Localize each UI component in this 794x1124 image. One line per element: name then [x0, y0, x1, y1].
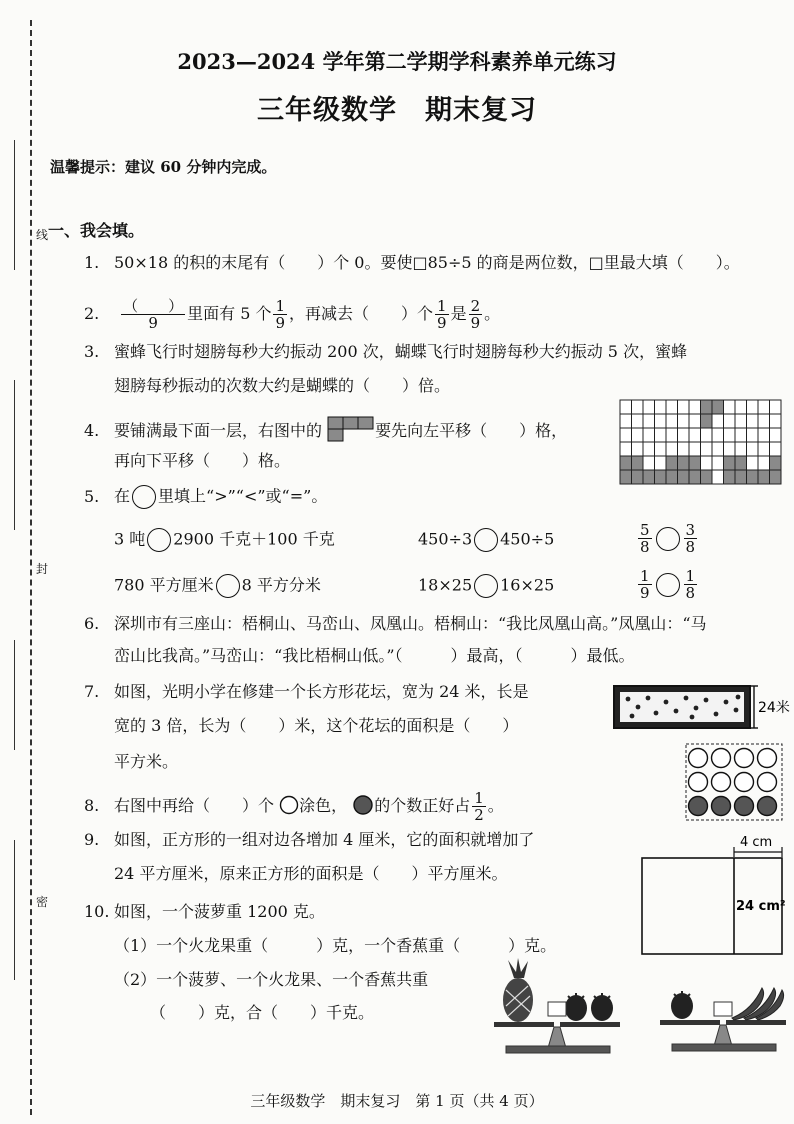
compare-circle-icon [216, 574, 240, 598]
grid-cell [747, 442, 759, 456]
exam-title: 2023—2024 学年第二学期学科素养单元练习 [177, 49, 617, 74]
empty-circle-icon [712, 749, 731, 768]
grid-cell [735, 456, 747, 470]
question-text: 要铺满最下面一层，右图中的 [114, 421, 323, 440]
question-number: 10. [84, 902, 110, 921]
grid-cell [724, 456, 736, 470]
fig-side-label: 4 cm [740, 835, 773, 850]
grid-cell [620, 400, 632, 414]
question-number: 1. [84, 253, 100, 272]
empty-circle-icon [712, 773, 731, 792]
fraction: $\frac{1}{9}$ [437, 297, 447, 332]
fraction: $\frac{1}{9}$ [275, 297, 286, 332]
question-4-line2: 再向下平移（ ）格。 [114, 451, 291, 470]
grid-cell [724, 442, 736, 456]
question-text: 如图，正方形的一组对边各增加 4 厘米，它的面积就增加了 [114, 830, 535, 849]
binding-write-line [14, 640, 15, 750]
question-7-line3: 平方米。 [114, 752, 179, 771]
balance-scale-2 [656, 980, 790, 1060]
grid-cell [678, 400, 690, 414]
question-text: 里面有 5 个 [187, 304, 272, 323]
grid-cell [643, 400, 655, 414]
fig-area-label: 24 cm² [736, 899, 786, 914]
question-text: 右图中再给（ ）个 [114, 796, 275, 815]
grid-cell [758, 414, 770, 428]
binding-line [30, 20, 32, 1115]
grid-cell [678, 442, 690, 456]
grid-cell [758, 400, 770, 414]
grid-cell [770, 470, 782, 484]
question-text: 是 [450, 304, 467, 323]
banana-icon [732, 988, 784, 1020]
grid-cell [643, 428, 655, 442]
grid-cell [712, 470, 724, 484]
shaded-circle-icon [758, 797, 777, 816]
grid-cell [643, 442, 655, 456]
grid-cell [666, 470, 678, 484]
grid-cell [747, 470, 759, 484]
square-figure [636, 830, 786, 960]
fig-width-label: 24米 [758, 700, 790, 716]
shaded-circle-icon [689, 797, 708, 816]
grid-cell [747, 414, 759, 428]
grid-cell [724, 414, 736, 428]
grid-cell [747, 428, 759, 442]
binding-word: 线 [36, 228, 49, 242]
question-3-line2: 翅膀每秒振动的次数大约是蝴蝶的（ ）倍。 [114, 376, 451, 395]
question-7 [84, 682, 529, 702]
grid-cell [770, 400, 782, 414]
compare-circle-icon [147, 528, 171, 552]
grid-cell [678, 456, 690, 470]
grid-cell [701, 456, 713, 470]
balance-scale-1 [490, 956, 624, 1056]
question-7-line2: 宽的 3 倍，长为（ ）米，这个花坛的面积是（ ） [114, 716, 519, 735]
grid-cell [643, 456, 655, 470]
question-number: 7. [84, 682, 100, 701]
flowerbed-figure [608, 680, 790, 736]
tip-text: 温馨提示：建议 60 分钟内完成。 [50, 158, 277, 176]
grid-cell [643, 414, 655, 428]
grid-cell [632, 442, 644, 456]
binding-write-line [14, 840, 15, 980]
question-text: 要先向左平移（ ）格， [375, 421, 568, 440]
grid-cell [666, 442, 678, 456]
grid-cell [770, 428, 782, 442]
grid-cell [724, 400, 736, 414]
question-number: 5. [84, 486, 100, 506]
compare-circle-icon [474, 574, 498, 598]
question-10-sub2: （2）一个菠萝、一个火龙果、一个香蕉共重 [114, 970, 429, 989]
question-8 [84, 790, 504, 823]
question-6 [84, 614, 707, 634]
question-2 [84, 298, 500, 331]
question-9 [84, 830, 534, 850]
question-text: 涂色， [299, 796, 348, 815]
grid-cell [712, 428, 724, 442]
question-3 [84, 342, 687, 362]
grid-cell [632, 470, 644, 484]
shaded-circle-icon [735, 797, 754, 816]
grid-cell [632, 400, 644, 414]
grid-cell [712, 442, 724, 456]
question-text: 如图，一个菠萝重 1200 克。 [114, 902, 325, 921]
grid-cell [689, 428, 701, 442]
tetromino-shape-icon [327, 416, 375, 442]
compare-item: 18×25 16×25 [418, 574, 554, 598]
empty-circle-icon [758, 773, 777, 792]
grid-cell [735, 414, 747, 428]
dragonfruit-icon [671, 991, 693, 1019]
grid-cell [620, 442, 632, 456]
question-6-line2: 峦山比我高。”马峦山：“我比梧桐山低。”（ ）最高，（ ）最低。 [114, 646, 635, 665]
grid-cell [620, 456, 632, 470]
grid-cell [701, 470, 713, 484]
binding-word: 封 [36, 562, 49, 576]
compare-item: 3 吨 2900 千克＋100 千克 [114, 528, 335, 552]
question-number: 9. [84, 830, 100, 849]
grid-cell [758, 470, 770, 484]
compare-circle-icon [656, 527, 680, 551]
fraction: $\frac{2}{9}$ [470, 297, 481, 332]
empty-circle-icon [689, 749, 708, 768]
fraction-blank: $\frac{( )}{9}$ [123, 297, 184, 332]
empty-circle-icon [735, 773, 754, 792]
question-number: 8. [84, 796, 100, 815]
grid-cell [689, 456, 701, 470]
grid-cell [655, 442, 667, 456]
question-text: 的个数正好占 [374, 796, 471, 815]
grid-cell [678, 428, 690, 442]
question-10-sub1: （1）一个火龙果重（ ）克，一个香蕉重（ ）克。 [114, 936, 557, 955]
shaded-circle-icon [352, 794, 374, 816]
compare-circle-icon [656, 573, 680, 597]
grid-cell [620, 414, 632, 428]
question-text: 。 [484, 304, 501, 323]
compare-circle-icon [132, 485, 156, 509]
grid-cell [735, 400, 747, 414]
grid-cell [758, 442, 770, 456]
grid-cell [655, 470, 667, 484]
grid-cell [735, 470, 747, 484]
empty-circle-icon [279, 795, 299, 815]
question-text: 。 [487, 796, 504, 815]
question-text: 蜜蜂飞行时翅膀每秒大约振动 200 次，蝴蝶飞行时翅膀每秒大约振动 5 次，蜜蜂 [114, 342, 688, 361]
question-text: 深圳市有三座山：梧桐山、马峦山、凤凰山。梧桐山：“我比凤凰山高。”凤凰山：“马 [114, 614, 707, 633]
compare-item: $\frac{1}{9}$ $\frac{1}{8}$ [640, 567, 696, 602]
grid-cell [735, 442, 747, 456]
empty-circle-icon [735, 749, 754, 768]
grid-cell [678, 470, 690, 484]
question-number: 2. [84, 304, 100, 323]
binding-word: 密 [36, 895, 49, 909]
grid-cell [712, 400, 724, 414]
question-text: 里填上“>”“<”或“=”。 [158, 486, 328, 506]
compare-item: 780 平方厘米 8 平方分米 [114, 574, 321, 598]
grid-cell [689, 470, 701, 484]
grid-cell [632, 414, 644, 428]
binding-write-line [14, 380, 15, 530]
grid-cell [701, 442, 713, 456]
grid-cell [701, 400, 713, 414]
binding-write-line [14, 140, 15, 270]
question-text: 在 [114, 486, 131, 506]
question-number: 3. [84, 342, 100, 361]
grid-cell [689, 400, 701, 414]
grid-cell [758, 428, 770, 442]
grid-cell [666, 456, 678, 470]
page-footer: 三年级数学 期末复习 第 1 页（共 4 页） [250, 1092, 544, 1110]
grid-cell [712, 456, 724, 470]
shaded-circle-icon [712, 797, 731, 816]
question-text: 如图，光明小学在修建一个长方形花坛，宽为 24 米，长是 [114, 682, 529, 701]
question-10-sub2-blanks: （ ）克，合（ ）千克。 [150, 1003, 375, 1022]
grid-cell [655, 456, 667, 470]
question-number: 6. [84, 614, 100, 633]
question-9-line2: 24 平方厘米，原来正方形的面积是（ ）平方厘米。 [114, 864, 508, 883]
grid-cell [770, 442, 782, 456]
compare-circle-icon [474, 528, 498, 552]
grid-cell [747, 456, 759, 470]
question-4 [84, 416, 567, 442]
grid-cell [632, 428, 644, 442]
grid-cell [770, 414, 782, 428]
question-10 [84, 902, 325, 922]
question-5 [84, 485, 327, 509]
grid-cell [620, 470, 632, 484]
dragonfruit-icon [565, 993, 613, 1021]
exam-subtitle: 三年级数学 期末复习 [257, 95, 537, 126]
question-text: ，再减去（ ）个 [289, 304, 434, 323]
grid-cell [643, 470, 655, 484]
section-title: 一、我会填。 [48, 221, 145, 240]
grid-cell [666, 400, 678, 414]
grid-cell [655, 400, 667, 414]
grid-cell [712, 414, 724, 428]
grid-cell [620, 428, 632, 442]
compare-item: $\frac{5}{8}$ $\frac{3}{8}$ [640, 521, 696, 556]
grid-figure [618, 398, 783, 488]
question-1 [84, 253, 740, 273]
grid-cell [770, 456, 782, 470]
grid-cell [747, 400, 759, 414]
grid-cell [724, 470, 736, 484]
grid-cell [689, 442, 701, 456]
question-text: 50×18 的积的末尾有（ ）个 0。要使□85÷5 的商是两位数，□里最大填（ ）。 [114, 253, 740, 272]
grid-cell [724, 428, 736, 442]
grid-cell [701, 414, 713, 428]
empty-circle-icon [758, 749, 777, 768]
empty-circle-icon [689, 773, 708, 792]
grid-cell [758, 456, 770, 470]
grid-cell [666, 428, 678, 442]
pineapple-icon [503, 958, 533, 1022]
compare-item: 450÷3 450÷5 [418, 528, 554, 552]
grid-cell [655, 414, 667, 428]
grid-cell [678, 414, 690, 428]
grid-cell [632, 456, 644, 470]
grid-cell [655, 428, 667, 442]
grid-cell [666, 414, 678, 428]
question-number: 4. [84, 421, 100, 440]
grid-cell [701, 428, 713, 442]
grid-cell [689, 414, 701, 428]
fraction: $\frac{1}{2}$ [474, 789, 484, 824]
circles-figure [684, 742, 784, 822]
grid-cell [735, 428, 747, 442]
